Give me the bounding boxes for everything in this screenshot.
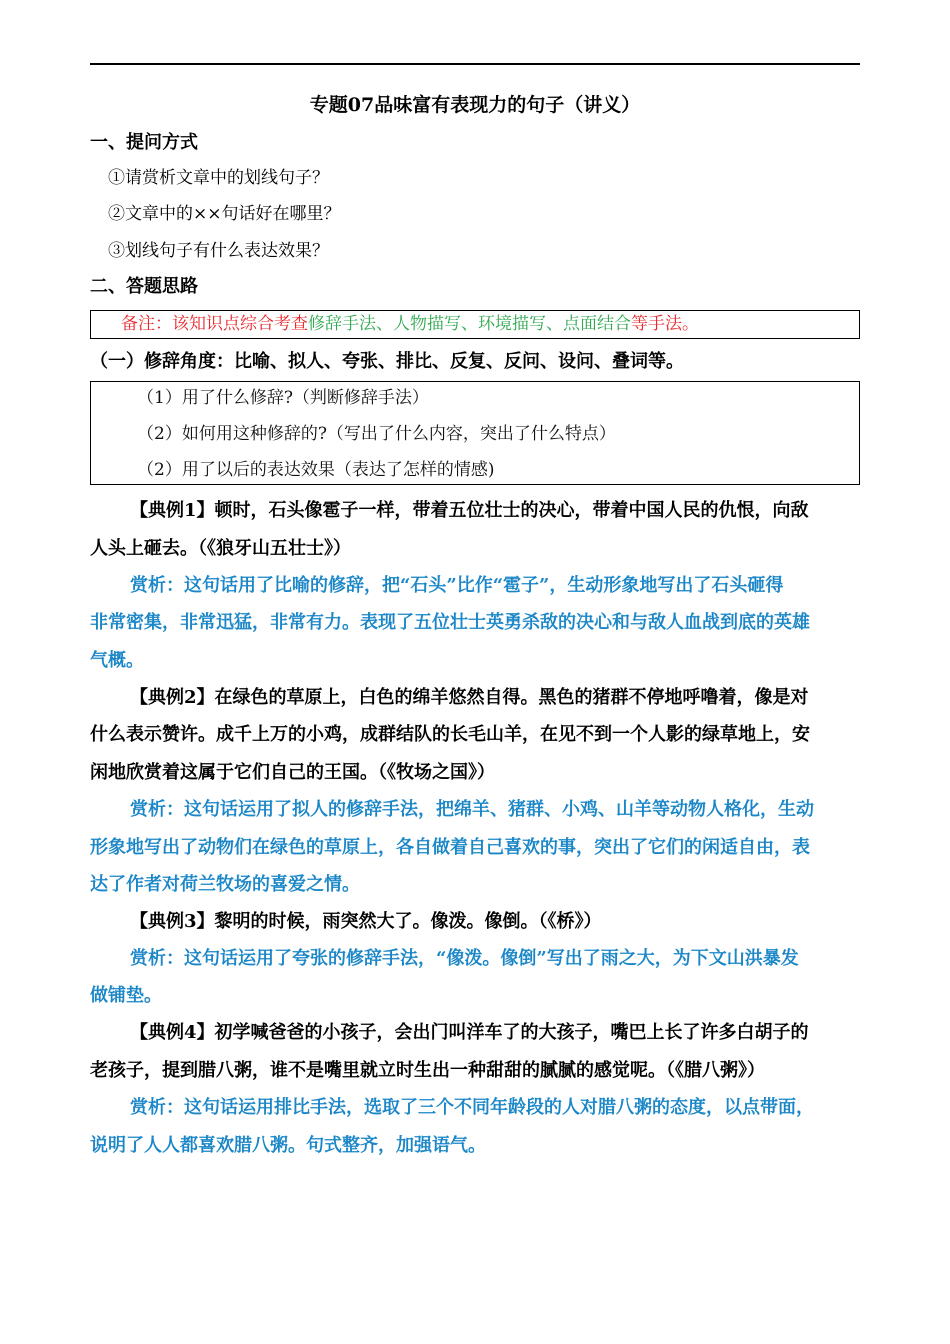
note-text (121, 311, 699, 338)
note-box (90, 310, 860, 339)
example-4-analysis: 赏析：这句话运用排比手法，选取了三个不同年龄段的人对腊八粥的态度，以点带面， (130, 1097, 814, 1118)
page-title: 专题07品味富有表现力的句子（讲义） (309, 94, 641, 116)
example-1-line: 人头上砸去。（《狼牙山五壮士》） (90, 538, 351, 559)
question-item: ①请赏析文章中的划线句子？ (108, 168, 329, 188)
example-2-analysis: 达了作者对荷兰牧场的喜爱之情。 (90, 874, 360, 895)
example-2-line: 【典例2】在绿色的草原上，白色的绵羊悠然自得。黑色的猪群不停地呼噜着，像是对 (130, 687, 809, 708)
step-item: （2）如何用这种修辞的?（写出了什么内容，突出了什么特点） (137, 424, 616, 444)
note-highlight: 修辞手法、人物描写、环境描写、点面结合 (308, 314, 631, 334)
example-4-line: 老孩子，提到腊八粥，谁不是嘴里就立时生出一种甜甜的腻腻的感觉呢。（《腊八粥》） (90, 1060, 765, 1081)
header-rule (90, 63, 860, 65)
example-4-analysis: 说明了人人都喜欢腊八粥。句式整齐，加强语气。 (90, 1135, 486, 1156)
question-item: ②文章中的××句话好在哪里？ (108, 204, 341, 224)
example-2-line: 什么表示赞许。成千上万的小鸡，成群结队的长毛山羊，在见不到一个人影的绿草地上，安 (90, 724, 810, 745)
step-item: （2）用了以后的表达效果（表达了怎样的情感) (137, 460, 495, 480)
note-prefix: 备注：该知识点综合考查 (121, 314, 308, 334)
example-1-analysis: 气概。 (90, 650, 144, 671)
example-1-analysis: 赏析：这句话用了比喻的修辞，把“石头”比作“雹子”，生动形象地写出了石头砸得 (130, 575, 784, 596)
step-item: （1）用了什么修辞?（判断修辞手法） (137, 388, 429, 408)
section2-heading: 二、答题思路 (90, 276, 198, 297)
example-1-analysis: 非常密集，非常迅猛，非常有力。表现了五位壮士英勇杀敌的决心和与敌人血战到底的英雄 (90, 612, 810, 633)
note-suffix: 等手法。 (631, 314, 699, 334)
question-item: ③划线句子有什么表达效果？ (108, 241, 329, 261)
example-3-line: 【典例3】黎明的时候，雨突然大了。像泼。像倒。（《桥》） (130, 911, 602, 932)
example-3-analysis: 做铺垫。 (90, 985, 162, 1006)
example-3-analysis: 赏析：这句话运用了夸张的修辞手法，“像泼。像倒”写出了雨之大，为下文山洪暴发 (130, 948, 799, 969)
example-2-line: 闲地欣赏着这属于它们自己的王国。（《牧场之国》） (90, 762, 495, 783)
rhetoric-subheading: （一）修辞角度：比喻、拟人、夸张、排比、反复、反问、设问、叠词等。 (90, 351, 684, 372)
example-2-analysis: 形象地写出了动物们在绿色的草原上，各自做着自己喜欢的事，突出了它们的闲适自由，表 (90, 837, 810, 858)
example-4-line: 【典例4】初学喊爸爸的小孩子，会出门叫洋车了的大孩子，嘴巴上长了许多白胡子的 (130, 1022, 809, 1043)
steps-box (90, 381, 860, 485)
example-2-analysis: 赏析：这句话运用了拟人的修辞手法，把绵羊、猪群、小鸡、山羊等动物人格化，生动 (130, 799, 814, 820)
section1-heading: 一、提问方式 (90, 132, 198, 153)
example-1-line: 【典例1】顿时，石头像雹子一样，带着五位壮士的决心，带着中国人民的仇恨，向敌 (130, 500, 809, 521)
